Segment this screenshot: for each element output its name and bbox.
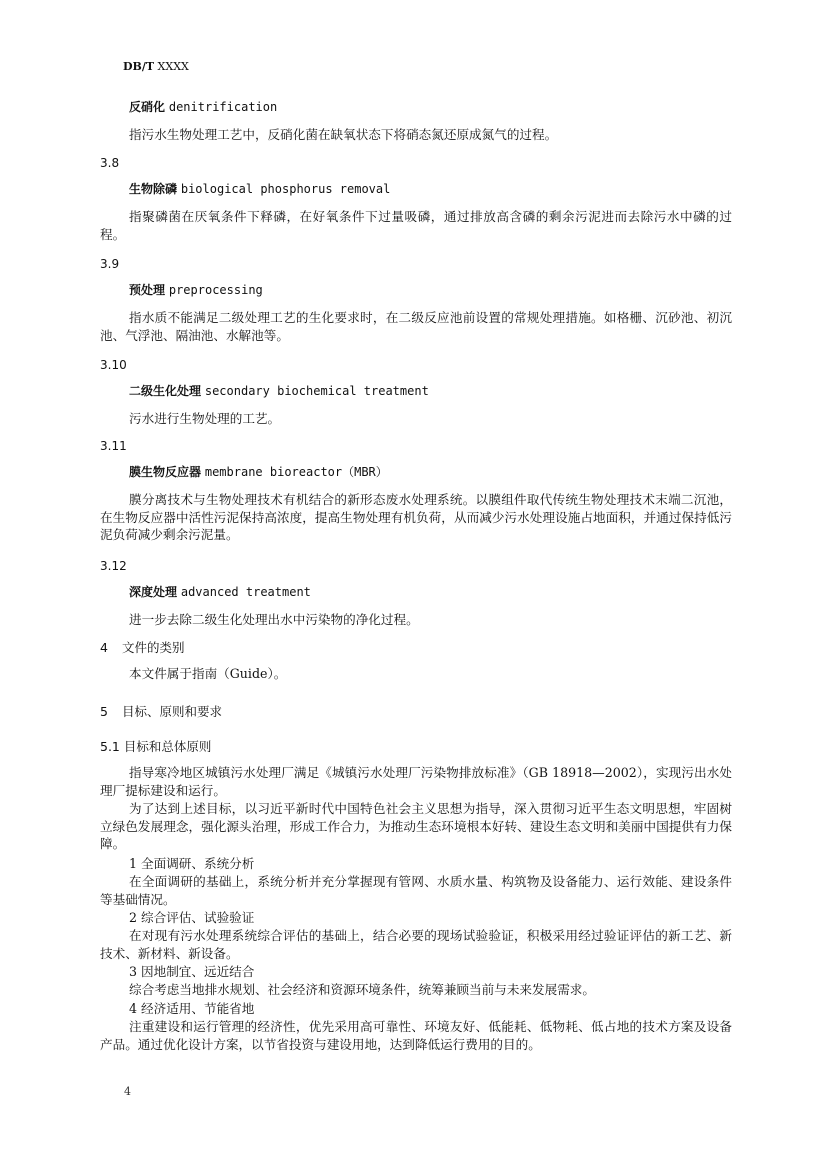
subsection-heading: 5.1 目标和总体原则 (100, 739, 212, 754)
term-heading (100, 464, 761, 482)
term-en: biological phosphorus removal (180, 182, 391, 196)
section-number: 4 (100, 640, 108, 655)
list-item-text: 在全面调研的基础上，系统分析并充分掌握现有管网、水质水量、构筑物及设备能力、运行效能、建设条件等基础情况。 (100, 874, 732, 907)
clause-number: 3.10 (100, 358, 127, 372)
list-item-text: 在对现有污水处理系统综合评估的基础上，结合必要的现场试验验证，积极采用经过验证评估的新工艺、新技术、新材料、新设备。 (100, 928, 732, 961)
term-definition: 指污水生物处理工艺中，反硝化菌在缺氧状态下将硝态氮还原成氮气的过程。 (129, 127, 558, 142)
term-heading (100, 383, 761, 401)
clause-number: 3.8 (100, 156, 120, 170)
list-item-text: 注重建设和运行管理的经济性，优先采用高可靠性、环境友好、低能耗、低物耗、低占地的技术方案及设备产品。通过优化设计方案，以节省投资与建设用地，达到降低运行费用的目的。 (100, 1019, 732, 1052)
term-definition: 污水进行生物处理的工艺。 (129, 411, 281, 426)
term-zh: 膜生物反应器 (129, 465, 202, 479)
term-en: membrane bioreactor（MBR） (204, 465, 388, 479)
page-number: 4 (124, 1085, 131, 1098)
section-heading (100, 703, 732, 721)
section-number: 5 (100, 704, 108, 719)
term-zh: 预处理 (129, 283, 166, 297)
clause-number: 3.9 (100, 257, 120, 271)
term-en: preprocessing (168, 283, 263, 297)
term-heading (100, 282, 761, 300)
section-heading (100, 639, 732, 657)
term-definition: 膜分离技术与生物处理技术有机结合的新形态废水处理系统。以膜组件取代传统生物处理技术末端二沉池，在生物反应器中活性污泥保持高浓度，提高生物处理有机负荷，从而减少污水处理设施占地面积，并通过保持低污泥负荷减少剩余污泥量。 (100, 492, 732, 542)
term-definition: 进一步去除二级生化处理出水中污染物的净化过程。 (129, 612, 419, 627)
term-en: denitrification (168, 100, 278, 114)
section-text: 本文件属于指南（Guide）。 (129, 666, 287, 681)
term-zh: 二级生化处理 (129, 384, 202, 398)
term-heading (100, 99, 761, 117)
term-definition: 指聚磷菌在厌氧条件下释磷，在好氧条件下过量吸磷，通过排放高含磷的剩余污泥进而去除污水中磷的过程。 (100, 209, 732, 242)
term-en: advanced treatment (180, 585, 311, 599)
list-item-title: 2 综合评估、试验验证 (129, 910, 255, 925)
standard-code: DB/T (123, 60, 155, 73)
term-zh: 反硝化 (129, 100, 166, 114)
term-zh: 深度处理 (129, 585, 178, 599)
list-item-title: 4 经济适用、节能省地 (129, 1001, 255, 1016)
term-en: secondary biochemical treatment (204, 384, 429, 398)
standard-number: XXXX (157, 60, 189, 73)
list-item-text: 综合考虑当地排水规划、社会经济和资源环境条件，统筹兼顾当前与未来发展需求。 (129, 982, 595, 997)
clause-number: 3.11 (100, 439, 127, 453)
term-heading (100, 584, 761, 602)
list-item-title: 1 全面调研、系统分析 (129, 856, 255, 871)
clause-number: 3.12 (100, 559, 127, 573)
paragraph: 指导寒冷地区城镇污水处理厂满足《城镇污水处理厂污染物排放标准》（GB 18918—2002），实现污出水处理厂提标建设和运行。 (100, 765, 732, 798)
list-item-title: 3 因地制宜、远近结合 (129, 964, 255, 979)
term-zh: 生物除磷 (129, 182, 178, 196)
section-title: 文件的类别 (122, 640, 185, 655)
paragraph: 为了达到上述目标，以习近平新时代中国特色社会主义思想为指导，深入贯彻习近平生态文明思想，牢固树立绿色发展理念，强化源头治理，形成工作合力，为推动生态环境根本好转、建设生态文明和美丽中国提供有力保障。 (100, 801, 732, 851)
term-definition: 指水质不能满足二级处理工艺的生化要求时，在二级反应池前设置的常规处理措施。如格栅、沉砂池、初沉池、气浮池、隔油池、水解池等。 (100, 310, 732, 343)
document-header (123, 60, 189, 73)
term-heading (100, 181, 761, 199)
section-title: 目标、原则和要求 (122, 704, 223, 719)
